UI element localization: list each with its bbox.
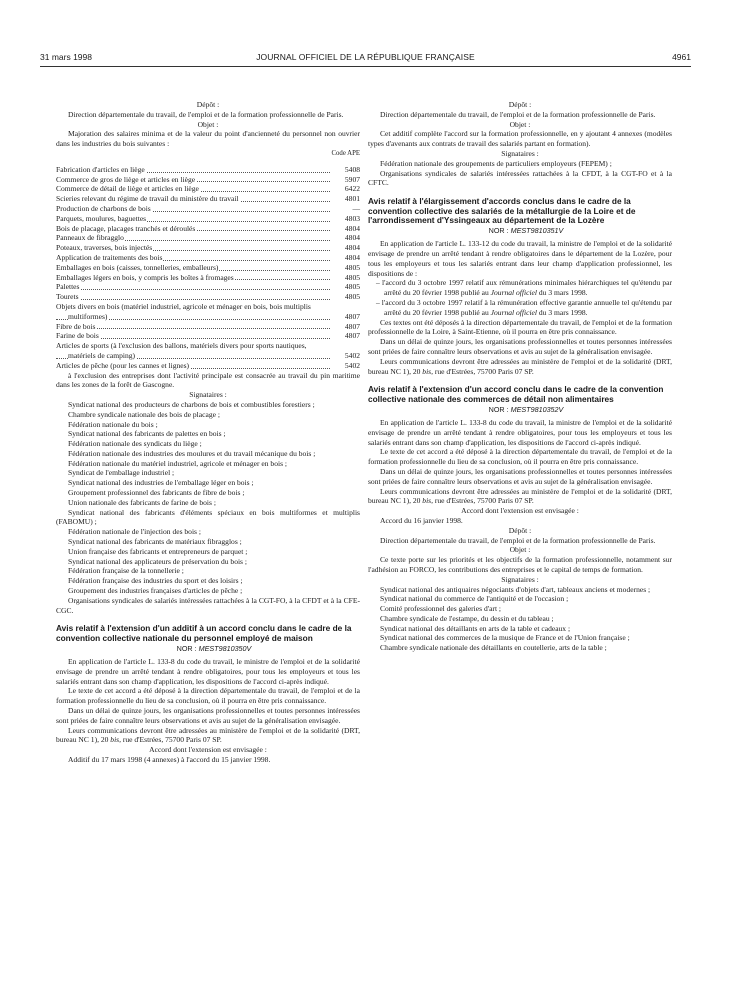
avis2-bullet-2: – l'accord du 3 octobre 1997 relatif à la rémunération effective garantie annuelle tel qu'étendu par arrêté du 20 février 1998 publié au Journal officiel du 3 mars 1998. [376, 297, 672, 317]
industry-item [56, 253, 360, 263]
ape-column-title: Code APE [331, 149, 360, 157]
depot-text: Direction départementale du travail, de l'emploi et de la formation professionnelle de Paris. [68, 109, 344, 119]
nor-reference: NOR : MEST9810350V [176, 644, 252, 654]
signataire-item: Fédération nationale des syndicats du liège ; [68, 439, 202, 449]
signataire-item: Organisations syndicales de salariés intéressées rattachées à la CFDT, à la CGT-FO et à la CFTC. [368, 168, 672, 188]
signataire-item: Organisations syndicales de salariés intéressées rattachées à la CGT-FO, à la CFDT et à la CFE-CGC. [56, 595, 360, 615]
industry-item [56, 165, 360, 175]
header-rule [40, 66, 691, 67]
signataire-item: Syndicat de l'emballage industriel ; [68, 468, 175, 478]
industry-label: Parquets, moulures, baguettes [56, 213, 147, 223]
ape-code: 4807 [344, 321, 360, 331]
industry-item [56, 361, 360, 371]
signataire-item: Syndicat national des industries de l'emballage léger en bois ; [68, 478, 254, 488]
signataire-item: Syndicat national des détaillants en arts de la table et cadeaux ; [380, 623, 571, 633]
industry-item [56, 341, 360, 361]
exclusion-text: à l'exclusion des entreprises dont l'activité principale est consacrée au travail du pin maritime dans les zones de la forêt de Gascogne. [56, 370, 360, 390]
industry-item [56, 263, 360, 273]
ape-code: 4805 [344, 282, 360, 292]
avis2-para-3: Dans un délai de quinze jours, les organisations professionnelles et toutes personnes intéressées sont priées de faire connaître leurs observations et avis au sujet de la généralisation envisagée. [368, 337, 672, 356]
signataire-item: Groupement des industries françaises d'articles de pêche ; [68, 586, 243, 596]
industry-item [56, 282, 360, 292]
page-number: 4961 [672, 52, 691, 62]
signataire-item: Syndicat national des producteurs de charbons de bois et combustibles forestiers ; [68, 399, 315, 409]
depot-text: Direction départementale du travail, de l'emploi et de la formation professionnelle de Paris. [380, 535, 656, 545]
signataire-item: Chambre syndicale nationale des bois de placage ; [68, 409, 220, 419]
industry-item [56, 273, 360, 283]
avis-title: Avis relatif à l'élargissement d'accords conclus dans le cadre de la convention collective des salariés de la métallurgie de la Loire et de l'arrondissement d'Yssingeaux au département de la Lozère [368, 196, 636, 225]
avis-title: Avis relatif à l'extension d'un accord conclu dans le cadre de la convention collective nationale des commerces de détail non alimentaires [368, 384, 664, 404]
accord-heading: Accord dont l'extension est envisagée : [149, 745, 267, 755]
accord-text: Additif du 17 mars 1998 (4 annexes) à l'accord du 15 janvier 1998. [68, 755, 271, 765]
signataire-item: Fédération nationale des groupements de particuliers employeurs (FEPEM) ; [380, 158, 612, 168]
industry-label: Articles de sports (à l'exclusion des ballons, matériels divers pour sports nautiques, matériels de camping) [56, 341, 307, 360]
signataire-item: Syndicat national des fabricants de matériaux fibragglos ; [68, 537, 242, 547]
ape-code: 4807 [344, 311, 360, 321]
ape-code: 4804 [344, 252, 360, 262]
signataire-item: Union nationale des fabricants de farine de bois ; [68, 497, 216, 507]
signataire-item: Syndicat national des commerces de la musique de France et de l'Union française ; [380, 633, 630, 643]
industry-label: Commerce de détail de liège et articles en liège [56, 184, 199, 194]
industry-item [56, 224, 360, 234]
industry-item [56, 184, 360, 194]
industry-label: Fabrication d'articles en liège [56, 164, 145, 174]
signataire-item: Union française des fabricants et entrepreneurs de parquet ; [68, 546, 248, 556]
avis3-para-1: En application de l'article L. 133-8 du code du travail, la ministre de l'emploi et de la solidarité envisage de prendre un arrêté tendant à rendre obligatoires, pour tous les employeurs et tous les salariés entrant dans son champ d'application, les dispositions de l'accord ci-après indiqué. [368, 417, 672, 447]
signataire-item: Syndicat national des antiquaires négociants d'objets d'art, tableaux anciens et modernes ; [380, 584, 651, 594]
ape-code: 6422 [344, 184, 360, 194]
signataires-heading: Signataires : [501, 148, 539, 158]
industry-label: Farine de bois [56, 331, 99, 341]
signataire-item: Fédération nationale du matériel industriel, agricole et ménager en bois ; [68, 458, 287, 468]
depot-heading: Dépôt : [196, 100, 220, 109]
signataire-item: Fédération nationale de l'injection des bois ; [68, 527, 201, 537]
page-header [40, 52, 691, 66]
avis2-para-1: En application de l'article L. 133-12 du code du travail, la ministre de l'emploi et de la solidarité envisage de prendre un arrêté tendant à rendre obligatoires dans le département de la Lozère, pour tous les employeurs et tous les salariés entrant dans leur champ d'application professionnel, les dispositions de : [368, 239, 672, 278]
avis-title: Avis relatif à l'extension d'un additif à un accord conclu dans le cadre de la convention collective nationale du personnel employé de maison [56, 623, 352, 643]
nor-reference: NOR : MEST9810352V [488, 405, 564, 415]
objet-heading: Objet : [509, 119, 531, 129]
signataire-item: Comité professionnel des galeries d'art ; [380, 604, 502, 614]
industry-label: Application de traitements des bois [56, 252, 163, 262]
industry-label: Fibre de bois [56, 321, 96, 331]
signataire-item: Groupement professionnel des fabricants de fibre de bois ; [68, 488, 245, 498]
ape-code: 4804 [344, 233, 360, 243]
signataire-item: Fédération nationale des industries des moulures et du travail mécanique du bois ; [68, 448, 316, 458]
ape-code: 5408 [344, 164, 360, 174]
signataire-item: Fédération française de la tonnellerie ; [68, 566, 184, 576]
industry-label: Poteaux, traverses, bois injectés [56, 243, 153, 253]
industry-label: Emballages légers en bois, y compris les boîtes à fromages [56, 272, 234, 282]
ape-code: 4805 [344, 292, 360, 302]
industry-item [56, 331, 360, 341]
industry-label: Objets divers en bois (matériel industriel, agricole et ménager en bois, bois multiplis multiformes) [56, 301, 311, 321]
signataire-item: Syndicat national des fabricants de palettes en bois ; [68, 429, 226, 439]
accord-text: Accord du 16 janvier 1998. [380, 515, 463, 525]
industry-label: Scieries relevant du régime de travail du ministère du travail [56, 194, 239, 204]
nor-reference: NOR : MEST9810351V [488, 226, 564, 236]
ape-code: 4804 [344, 243, 360, 253]
signataire-item: Syndicat national des fabricants d'éléments spéciaux en bois multiformes et multiplis (FABOMU) ; [56, 507, 360, 527]
industry-label: Articles de pêche (pour les cannes et lignes) [56, 360, 190, 370]
signataire-item: Chambre syndicale de l'estampe, du dessin et du tableau ; [380, 613, 554, 623]
industry-label: Tourets [56, 292, 79, 302]
avis3-para-4: Leurs communications devront être adressées au ministère de l'emploi et de la solidarité (DRT, bureau NC 1), 20 bis, rue d'Estrées, 75700 Paris 07 SP. [368, 486, 672, 506]
objet-text: Ce texte porte sur les priorités et les objectifs de la formation professionnelle, notamment sur l'adhésion au FORCO, les contributions des entreprises et le capital de temps de formation. [368, 555, 672, 574]
industry-item [56, 214, 360, 224]
signataires-heading: Signataires : [189, 390, 227, 400]
depot-text: Direction départementale du travail, de l'emploi et de la formation professionnelle de Paris. [380, 109, 656, 119]
signataires-list [56, 400, 360, 616]
ape-code: 4805 [344, 262, 360, 272]
ape-code: 5402 [344, 360, 360, 370]
left-column [56, 100, 360, 765]
ape-code: 4803 [344, 213, 360, 223]
avis-para-1: En application de l'article L. 133-8 du code du travail, le ministre de l'emploi et de la solidarité envisage de prendre un arrêté tendant à rendre obligatoires, pour tous les employeurs et tous les salariés entrant dans son champ d'application, les dispositions de l'accord ci-après indiqué. [56, 657, 360, 686]
ape-code: 4807 [344, 331, 360, 341]
objet-heading: Objet : [509, 545, 531, 555]
signataire-item: Fédération nationale du bois ; [68, 419, 158, 429]
signataires-heading: Signataires : [501, 574, 539, 584]
ape-code: — [352, 203, 360, 213]
industry-item [56, 175, 360, 185]
industry-item [56, 233, 360, 243]
industry-label: Commerce de gros de liège et articles en liège [56, 174, 196, 184]
ape-code: 5907 [344, 174, 360, 184]
industry-item [56, 302, 360, 322]
depot-heading: Dépôt : [508, 100, 532, 109]
industry-item [56, 243, 360, 253]
journal-title: JOURNAL OFFICIEL DE LA RÉPUBLIQUE FRANÇAISE [256, 52, 475, 62]
avis-para-2: Le texte de cet accord a été déposé à la direction départementale du travail, de l'emploi et de la formation professionnelle du lieu de sa conclusion, où il pourra en être pris connaissance. [56, 686, 360, 706]
accord-heading: Accord dont l'extension est envisagée : [461, 506, 579, 516]
industry-label: Production de charbons de bois [56, 203, 151, 213]
objet-text: Majoration des salaires minima et de la valeur du point d'ancienneté du personnel non ouvrier dans les industries du bois suivantes : [56, 129, 360, 149]
avis3-para-2: Le texte de cet accord a été déposé à la direction départementale du travail, de l'emploi et de la formation professionnelle du lieu de sa conclusion, où il pourra en être pris connaissance. [368, 447, 672, 467]
industry-label: Palettes [56, 282, 80, 292]
industry-label: Bois de placage, placages tranchés et déroulés [56, 223, 196, 233]
signataire-item: Syndicat national du commerce de l'antiquité et de l'occasion ; [380, 594, 569, 604]
ape-code: 5402 [344, 350, 360, 360]
avis-para-4: Leurs communications devront être adressées au ministère de l'emploi et de la solidarité (DRT, bureau NC 1), 20 bis, rue d'Estrées, 75700 Paris 07 SP. [56, 725, 360, 745]
signataire-item: Syndicat national des applicateurs de préservation du bois ; [68, 556, 247, 566]
industry-label: Panneaux de fibragglo [56, 233, 124, 243]
ape-code: 4804 [344, 223, 360, 233]
avis2-para-4: Leurs communications devront être adressées au ministère de l'emploi et de la solidarité (DRT, bureau NC 1), 20 bis, rue d'Estrées, 75700 Paris 07 SP. [368, 356, 672, 376]
objet-heading: Objet : [197, 119, 219, 129]
avis-para-3: Dans un délai de quinze jours, les organisations professionnelles et toutes personnes intéressées sont priées de faire connaître leurs observations et avis au sujet de la généralisation envisagée. [56, 706, 360, 725]
objet-text: Cet additif complète l'accord sur la formation professionnelle, en y ajoutant 4 annexes (modèles types d'avenants aux contrats de travail des salariés partant en formation). [368, 129, 672, 149]
ape-code: 4801 [344, 194, 360, 204]
avis2-bullet-1: – l'accord du 3 octobre 1997 relatif aux rémunérations minimales hiérarchiques tel qu'étendu par arrêté du 20 février 1998 publié au Journal officiel du 3 mars 1998. [376, 278, 672, 298]
industry-item [56, 204, 360, 214]
ape-code: 4805 [344, 272, 360, 282]
industry-item [56, 292, 360, 302]
depot-heading: Dépôt : [508, 525, 532, 535]
signataire-item: Chambre syndicale nationale des détaillants en coutellerie, arts de la table ; [380, 643, 607, 653]
industry-item [56, 194, 360, 204]
avis2-para-2: Ces textes ont été déposés à la direction départementale du travail, de l'emploi et de la formation professionnelle de la Loire, à Saint-Etienne, où il pourra en être pris connaissance. [368, 317, 672, 337]
avis3-para-3: Dans un délai de quinze jours, les organisations professionnelles et toutes personnes intéressées sont priées de faire connaître leurs observations et avis au sujet de la généralisation envisagée. [368, 466, 672, 486]
right-column [368, 100, 672, 653]
industry-label: Emballages en bois (caisses, tonnelleries, emballeurs) [56, 262, 219, 272]
signataires-list [368, 585, 672, 654]
signataire-item: Fédération française des industries du sport et des loisirs ; [68, 576, 243, 586]
industry-item [56, 322, 360, 332]
issue-date: 31 mars 1998 [40, 52, 92, 62]
industry-list [56, 165, 360, 371]
